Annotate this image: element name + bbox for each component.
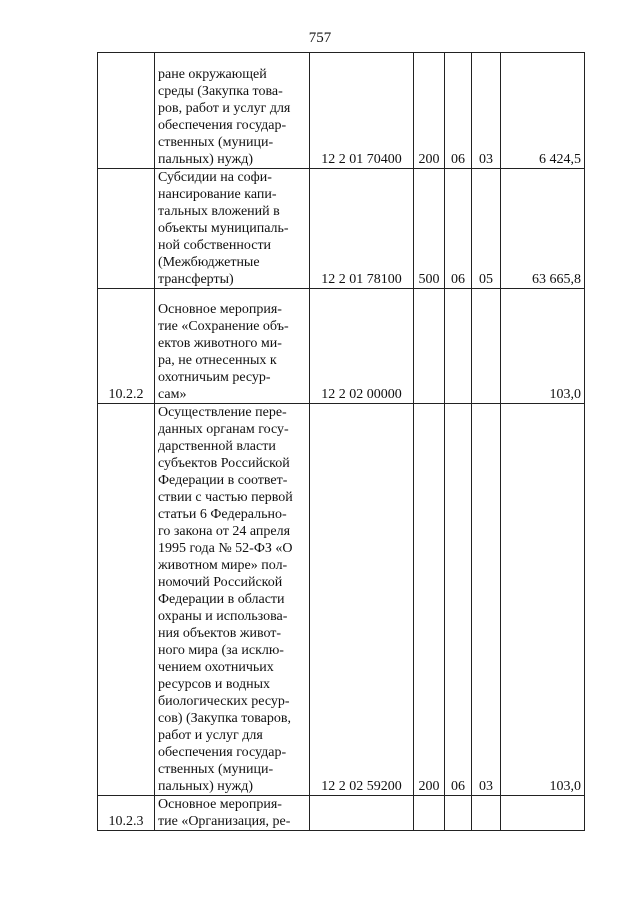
expense-type-cell <box>414 796 445 831</box>
subsection-cell: 05 <box>472 169 501 289</box>
item-name-line: данных органам госу- <box>158 422 289 437</box>
item-name-line: ране окружающей <box>158 67 267 82</box>
target-code-cell <box>310 796 414 831</box>
amount-cell: 6 424,5 <box>501 53 585 169</box>
item-name-line: Субсидии на софи- <box>158 170 272 185</box>
item-name-line: статьи 6 Федерально- <box>158 507 287 522</box>
target-code-cell: 12 2 02 00000 <box>310 289 414 404</box>
item-name-line: обеспечения государ- <box>158 118 287 133</box>
table-row <box>98 169 585 289</box>
item-name-cell <box>155 169 310 289</box>
item-name-line: биологических ресур- <box>158 694 290 709</box>
item-name-cell <box>155 289 310 404</box>
item-name-cell <box>155 53 310 169</box>
item-number-cell <box>98 169 155 289</box>
item-name-line: работ и услуг для <box>158 728 263 743</box>
item-name-line: ного мира (за исклю- <box>158 643 284 658</box>
item-name-line: тие «Сохранение объ- <box>158 319 289 334</box>
item-name-line: Основное мероприя- <box>158 797 282 812</box>
section-cell: 06 <box>445 169 472 289</box>
item-name-line: обеспечения государ- <box>158 745 287 760</box>
item-name-line: пальных) нужд) <box>158 779 254 794</box>
item-number-cell <box>98 53 155 169</box>
expense-type-cell: 200 <box>414 404 445 796</box>
item-name-line: сов) (Закупка товаров, <box>158 711 291 726</box>
table-row <box>98 289 585 404</box>
item-name-line: 1995 года № 52-ФЗ «О <box>158 541 293 556</box>
item-name-line: дарственной власти <box>158 439 276 454</box>
item-number-cell: 10.2.3 <box>98 796 155 831</box>
section-cell: 06 <box>445 53 472 169</box>
item-name-line: ственных (муници- <box>158 135 274 150</box>
item-name-line: ра, не отнесенных к <box>158 353 277 368</box>
budget-table <box>97 52 585 831</box>
item-name-line: ной собственности <box>158 238 272 253</box>
item-name-line: животном мире» пол- <box>158 558 288 573</box>
item-name-line: пальных) нужд) <box>158 152 254 167</box>
item-name-line: охраны и использова- <box>158 609 288 624</box>
item-name-line: нансирование капи- <box>158 187 277 202</box>
target-code-cell: 12 2 01 78100 <box>310 169 414 289</box>
table-row <box>98 404 585 796</box>
item-name-line: Федерации в соответ- <box>158 473 288 488</box>
item-number-cell <box>98 404 155 796</box>
amount-cell: 63 665,8 <box>501 169 585 289</box>
item-name-line: тальных вложений в <box>158 204 280 219</box>
item-name-line: чением охотничьих <box>158 660 274 675</box>
item-name-line: среды (Закупка това- <box>158 84 283 99</box>
item-name-line: Основное мероприя- <box>158 302 282 317</box>
target-code-cell: 12 2 02 59200 <box>310 404 414 796</box>
amount-cell: 103,0 <box>501 289 585 404</box>
item-name-line: ресурсов и водных <box>158 677 271 692</box>
item-name-line: номочий Российской <box>158 575 283 590</box>
subsection-cell <box>472 289 501 404</box>
expense-type-cell <box>414 289 445 404</box>
page-number: 757 <box>308 30 332 46</box>
table-row <box>98 796 585 831</box>
item-name-line: тие «Организация, ре- <box>158 814 291 829</box>
item-name-line: охотничьим ресур- <box>158 370 271 385</box>
item-name-line: ров, работ и услуг для <box>158 101 291 116</box>
item-name-line: трансферты) <box>158 272 234 287</box>
item-name-line: субъектов Российской <box>158 456 290 471</box>
expense-type-cell: 200 <box>414 53 445 169</box>
item-name-line: Федерации в области <box>158 592 285 607</box>
item-name-line: сам» <box>158 387 187 402</box>
item-name-cell <box>155 796 310 831</box>
item-name-line: го закона от 24 апреля <box>158 524 291 539</box>
item-name-line: ственных (муници- <box>158 762 274 777</box>
expense-type-cell: 500 <box>414 169 445 289</box>
subsection-cell: 03 <box>472 53 501 169</box>
item-name-line: объекты муниципаль- <box>158 221 289 236</box>
item-name-line: ствии с частью первой <box>158 490 293 505</box>
subsection-cell: 03 <box>472 404 501 796</box>
item-number-cell: 10.2.2 <box>98 289 155 404</box>
amount-cell <box>501 796 585 831</box>
item-name-line: Осуществление пере- <box>158 405 287 420</box>
item-name-line: ектов животного ми- <box>158 336 282 351</box>
section-cell: 06 <box>445 404 472 796</box>
table-row <box>98 53 585 169</box>
item-name-cell <box>155 404 310 796</box>
table-body <box>98 53 585 831</box>
section-cell <box>445 796 472 831</box>
subsection-cell <box>472 796 501 831</box>
item-name-line: ния объектов живот- <box>158 626 282 641</box>
item-name-line: (Межбюджетные <box>158 255 260 270</box>
target-code-cell: 12 2 01 70400 <box>310 53 414 169</box>
amount-cell: 103,0 <box>501 404 585 796</box>
section-cell <box>445 289 472 404</box>
